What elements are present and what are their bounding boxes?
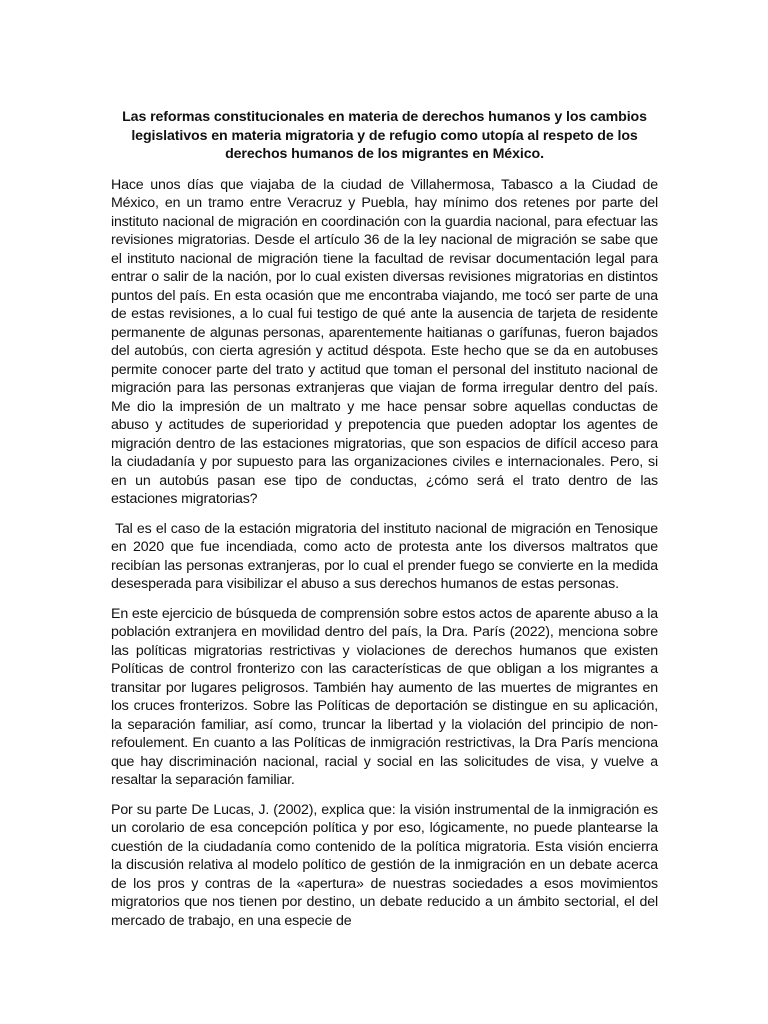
paragraph-4: Por su parte De Lucas, J. (2002), explica que: la visión instrumental de la inmigración es un corolario de esa concepción política y por eso, lógicamente, no puede plantearse la cuestión de la ciudadanía como contenido de la política migratoria. Esta visión encierra la discusión relativa al modelo político de gestión de la inmigración en un debate acerca de los pros y contras de la «apertura» de nuestras sociedades a esos movimientos migratorios que nos tienen por destino, un debate reducido a un ámbito sectorial, el del mercado de trabajo, en una especie de: [111, 801, 658, 929]
paragraph-1: Hace unos días que viajaba de la ciudad de Villahermosa, Tabasco a la Ciudad de México, en un tramo entre Veracruz y Puebla, hay mínimo dos retenes por parte del instituto nacional de migración en coordinación con la guardia nacional, para efectuar las revisiones migratorias. Desde el artículo 36 de la ley nacional de migración se sabe que el instituto nacional de migración tiene la facultad de revisar documentación legal para entrar o salir de la nación, por lo cual existen diversas revisiones migratorias en distintos puntos del país. En esta ocasión que me encontraba viajando, me tocó ser parte de una de estas revisiones, a lo cual fui testigo de qué ante la ausencia de tarjeta de residente permanente de algunas personas, aparentemente haitianas o garífunas, fueron bajados del autobús, con cierta agresión y actitud déspota. Este hecho que se da en autobuses permite conocer parte del trato y actitud que toman el personal del instituto nacional de migración para las personas extranjeras que viajan de forma irregular dentro del país. Me dio la impresión de un maltrato y me hace pensar sobre aquellas conductas de abuso y actitudes de superioridad y prepotencia que pueden adoptar los agentes de migración dentro de las estaciones migratorias, que son espacios de difícil acceso para la ciudadanía y por supuesto para las organizaciones civiles e internacionales. Pero, si en un autobús pasan ese tipo de conductas, ¿cómo será el trato dentro de las estaciones migratorias?: [111, 176, 658, 507]
document-title: Las reformas constitucionales en materia de derechos humanos y los cambios legislativos en materia migratoria y de refugio como utopía al respeto de los derechos humanos de los migrantes en México.: [122, 109, 647, 162]
paragraph-3: En este ejercicio de búsqueda de comprensión sobre estos actos de aparente abuso a la población extranjera en movilidad dentro del país, la Dra. París (2022), menciona sobre las políticas migratorias restrictivas y violaciones de derechos humanos que existen Políticas de control fronterizo con las características de que obligan a los migrantes a transitar por lugares peligrosos. También hay aumento de las muertes de migrantes en los cruces fronterizos. Sobre las Políticas de deportación se distingue en su aplicación, la separación familiar, así como, truncar la libertad y la violación del principio de non-refoulement. En cuanto a las Políticas de inmigración restrictivas, la Dra París menciona que hay discriminación nacional, racial y social en las solicitudes de visa, y vuelve a resaltar la separación familiar.: [111, 605, 658, 788]
paragraph-2: Tal es el caso de la estación migratoria del instituto nacional de migración en Tenosique en 2020 que fue incendiada, como acto de protesta ante los diversos maltratos que recibían las personas extranjeras, por lo cual el prender fuego se convierte en la medida desesperada para visibilizar el abuso a sus derechos humanos de estas personas.: [111, 520, 658, 592]
document-page: [111, 108, 658, 941]
